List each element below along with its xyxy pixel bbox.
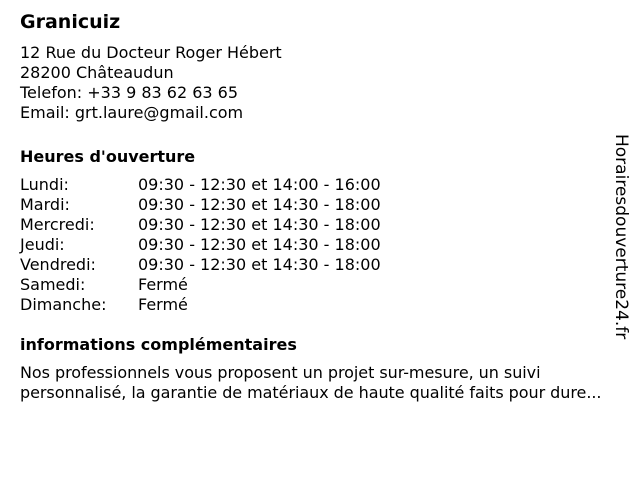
hours-row-thursday (20, 235, 630, 255)
additional-info-title: informations complémentaires (20, 335, 297, 354)
business-name: Granicuiz (20, 11, 121, 33)
phone-number: Telefon: +33 9 83 62 63 65 (20, 83, 239, 102)
hours-value: Fermé (138, 275, 188, 294)
hours-value: 09:30 - 12:30 et 14:30 - 18:00 (138, 195, 381, 214)
site-watermark: Horairesdouverture24.fr (611, 134, 631, 340)
hours-row-sunday (20, 295, 630, 315)
email-address: Email: grt.laure@gmail.com (20, 103, 244, 122)
hours-value: 09:30 - 12:30 et 14:30 - 18:00 (138, 215, 381, 234)
opening-hours-table (20, 175, 630, 315)
day-label: Jeudi: (20, 235, 65, 254)
hours-row-tuesday (20, 195, 630, 215)
business-card (20, 9, 630, 403)
day-label: Mercredi: (20, 215, 95, 234)
additional-info-text: Nos professionnels vous proposent un projet sur-mesure, un suivi personnalisé, la garantie de matériaux de haute qualité faits pour dure... (20, 363, 602, 402)
day-label: Dimanche: (20, 295, 107, 314)
hours-row-friday (20, 255, 630, 275)
opening-hours-title: Heures d'ouverture (20, 147, 196, 166)
hours-value: Fermé (138, 295, 188, 314)
day-label: Samedi: (20, 275, 86, 294)
address-city: 28200 Châteaudun (20, 63, 174, 82)
day-label: Vendredi: (20, 255, 96, 274)
hours-row-monday (20, 175, 630, 195)
hours-row-saturday (20, 275, 630, 295)
address-street: 12 Rue du Docteur Roger Hébert (20, 43, 282, 62)
day-label: Lundi: (20, 175, 69, 194)
hours-value: 09:30 - 12:30 et 14:00 - 16:00 (138, 175, 381, 194)
hours-value: 09:30 - 12:30 et 14:30 - 18:00 (138, 235, 381, 254)
hours-row-wednesday (20, 215, 630, 235)
hours-value: 09:30 - 12:30 et 14:30 - 18:00 (138, 255, 381, 274)
day-label: Mardi: (20, 195, 70, 214)
